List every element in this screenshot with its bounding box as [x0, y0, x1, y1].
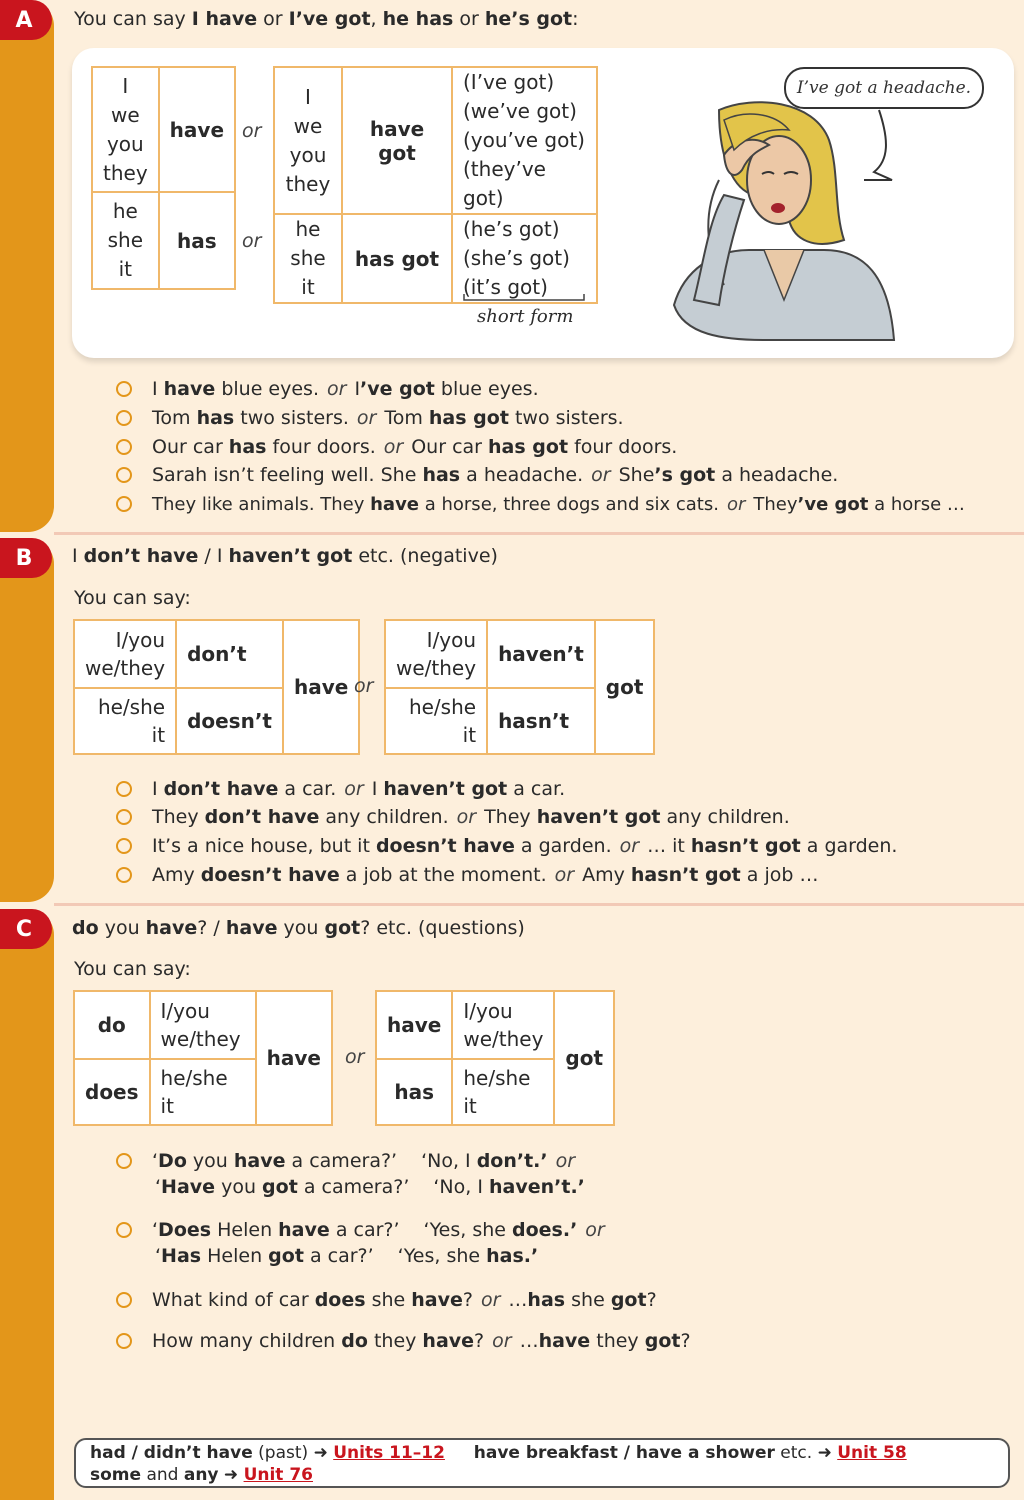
section-b-stripe [0, 538, 54, 902]
section-c-badge: C [0, 909, 52, 949]
aux-cell: haven’t [487, 620, 595, 688]
bullet-icon [116, 467, 132, 483]
bullet-icon [116, 1222, 132, 1238]
link-unit-76[interactable]: Unit 76 [243, 1465, 313, 1485]
or-label: or [354, 675, 374, 697]
bullet-icon [116, 867, 132, 883]
verb-cell: has got [342, 214, 452, 303]
short-form-cell: (he’s got) (she’s got) (it’s got) [452, 214, 597, 303]
have-you-got-table [375, 990, 615, 1126]
bullet-icon [116, 1292, 132, 1308]
or-label: or [345, 1046, 365, 1068]
section-b-heading: I don’t have / I haven’t got etc. (negative) [72, 545, 498, 567]
or-label: or [242, 230, 262, 252]
woman-headache-illustration [664, 100, 904, 344]
verb-cell: got [595, 620, 655, 754]
pronoun-cell: he/she it [385, 688, 487, 754]
section-a-badge: A [0, 0, 52, 40]
verb-cell: have [159, 67, 235, 192]
arrow-right-icon: ➜ [817, 1443, 832, 1463]
bullet-icon [116, 381, 132, 397]
footer-line-2: some and any ➜ Unit 76 [90, 1465, 313, 1485]
dont-have-table [73, 619, 360, 755]
pronoun-cell: I/you we/they [150, 991, 256, 1059]
footer-line-1: had / didn’t have (past) ➜ Units 11–12 have breakfast / have a shower etc. ➜ Unit 58 [90, 1443, 907, 1463]
have-table [91, 66, 236, 290]
bullet-icon [116, 1333, 132, 1349]
example-a-1: I have blue eyes. or I’ve got blue eyes. [116, 375, 539, 404]
aux-cell: have [376, 991, 452, 1059]
example-a-2: Tom has two sisters. or Tom has got two sisters. [116, 404, 624, 433]
bullet-icon [116, 838, 132, 854]
aux-cell: has [376, 1059, 452, 1125]
bullet-icon [116, 809, 132, 825]
arrow-right-icon: ➜ [223, 1465, 239, 1485]
you-can-say-label: You can say: [74, 587, 191, 609]
bullet-icon [116, 781, 132, 797]
verb-cell: have [283, 620, 359, 754]
example-a-4: Sarah isn’t feeling well. She has a headache. or She’s got a headache. [116, 461, 838, 490]
short-form-cell: (I’ve got) (we’ve got) (you’ve got) (they’ve got) [452, 67, 597, 214]
pronoun-cell: he/she it [150, 1059, 256, 1125]
bullet-icon [116, 496, 132, 512]
example-b-2: They don’t have any children. or They haven’t got any children. [116, 803, 790, 832]
section-a-stripe [0, 0, 54, 532]
aux-cell: do [74, 991, 150, 1059]
section-c-stripe [0, 909, 54, 1500]
pronoun-cell: he she it [274, 214, 342, 303]
pronoun-cell: he/she it [452, 1059, 554, 1125]
short-form-label: short form [477, 306, 574, 327]
example-c-4: How many children do they have? or …have they got? [116, 1327, 691, 1356]
havent-got-table [384, 619, 655, 755]
section-c-heading: do you have? / have you got? etc. (questions) [72, 917, 525, 939]
link-unit-58[interactable]: Unit 58 [837, 1443, 907, 1463]
pronoun-cell: I/you we/they [74, 620, 176, 688]
cross-reference-box [74, 1438, 1010, 1488]
speech-bubble: I’ve got a headache. [784, 67, 984, 109]
example-c-2-alt: ‘Has Helen got a car?’ ‘Yes, she has.’ [155, 1245, 539, 1267]
section-divider [54, 532, 1024, 535]
example-b-1: I don’t have a car. or I haven’t got a car. [116, 775, 565, 804]
example-b-4: Amy doesn’t have a job at the moment. or Amy hasn’t got a job … [116, 861, 818, 890]
arrow-right-icon: ➜ [313, 1443, 328, 1463]
verb-cell: have got [342, 67, 452, 214]
section-b-badge: B [0, 538, 52, 578]
verb-cell: has [159, 192, 235, 289]
example-c-2: ‘Does Helen have a car?’ ‘Yes, she does.’ or [116, 1216, 613, 1245]
aux-cell: doesn’t [176, 688, 283, 754]
verb-cell: have [256, 991, 332, 1125]
example-b-3: It’s a nice house, but it doesn’t have a garden. or … it hasn’t got a garden. [116, 832, 897, 861]
pronoun-cell: I/you we/they [385, 620, 487, 688]
example-a-5: They like animals. They have a horse, three dogs and six cats. or They’ve got a horse … [116, 490, 965, 519]
pronoun-cell: I/you we/they [452, 991, 554, 1059]
pronoun-cell: I we you they [274, 67, 342, 214]
section-a-intro: You can say I have or I’ve got, he has or he’s got: [74, 8, 579, 30]
bullet-icon [116, 410, 132, 426]
pronoun-cell: I we you they [92, 67, 159, 192]
bullet-icon [116, 1153, 132, 1169]
aux-cell: does [74, 1059, 150, 1125]
verb-cell: got [554, 991, 614, 1125]
example-c-3: What kind of car does she have? or …has she got? [116, 1286, 657, 1315]
pronoun-cell: he she it [92, 192, 159, 289]
pronoun-cell: he/she it [74, 688, 176, 754]
example-a-3: Our car has four doors. or Our car has got four doors. [116, 433, 677, 462]
example-c-1-alt: ‘Have you got a camera?’ ‘No, I haven’t.’ [155, 1176, 585, 1198]
aux-cell: don’t [176, 620, 283, 688]
link-units-11-12[interactable]: Units 11–12 [333, 1443, 445, 1463]
do-you-have-table [73, 990, 333, 1126]
you-can-say-label: You can say: [74, 958, 191, 980]
have-got-table [273, 66, 598, 304]
aux-cell: hasn’t [487, 688, 595, 754]
bullet-icon [116, 439, 132, 455]
or-label: or [242, 120, 262, 142]
short-form-bracket [462, 292, 586, 304]
example-c-1: ‘Do you have a camera?’ ‘No, I don’t.’ or [116, 1147, 583, 1176]
section-divider [54, 903, 1024, 906]
